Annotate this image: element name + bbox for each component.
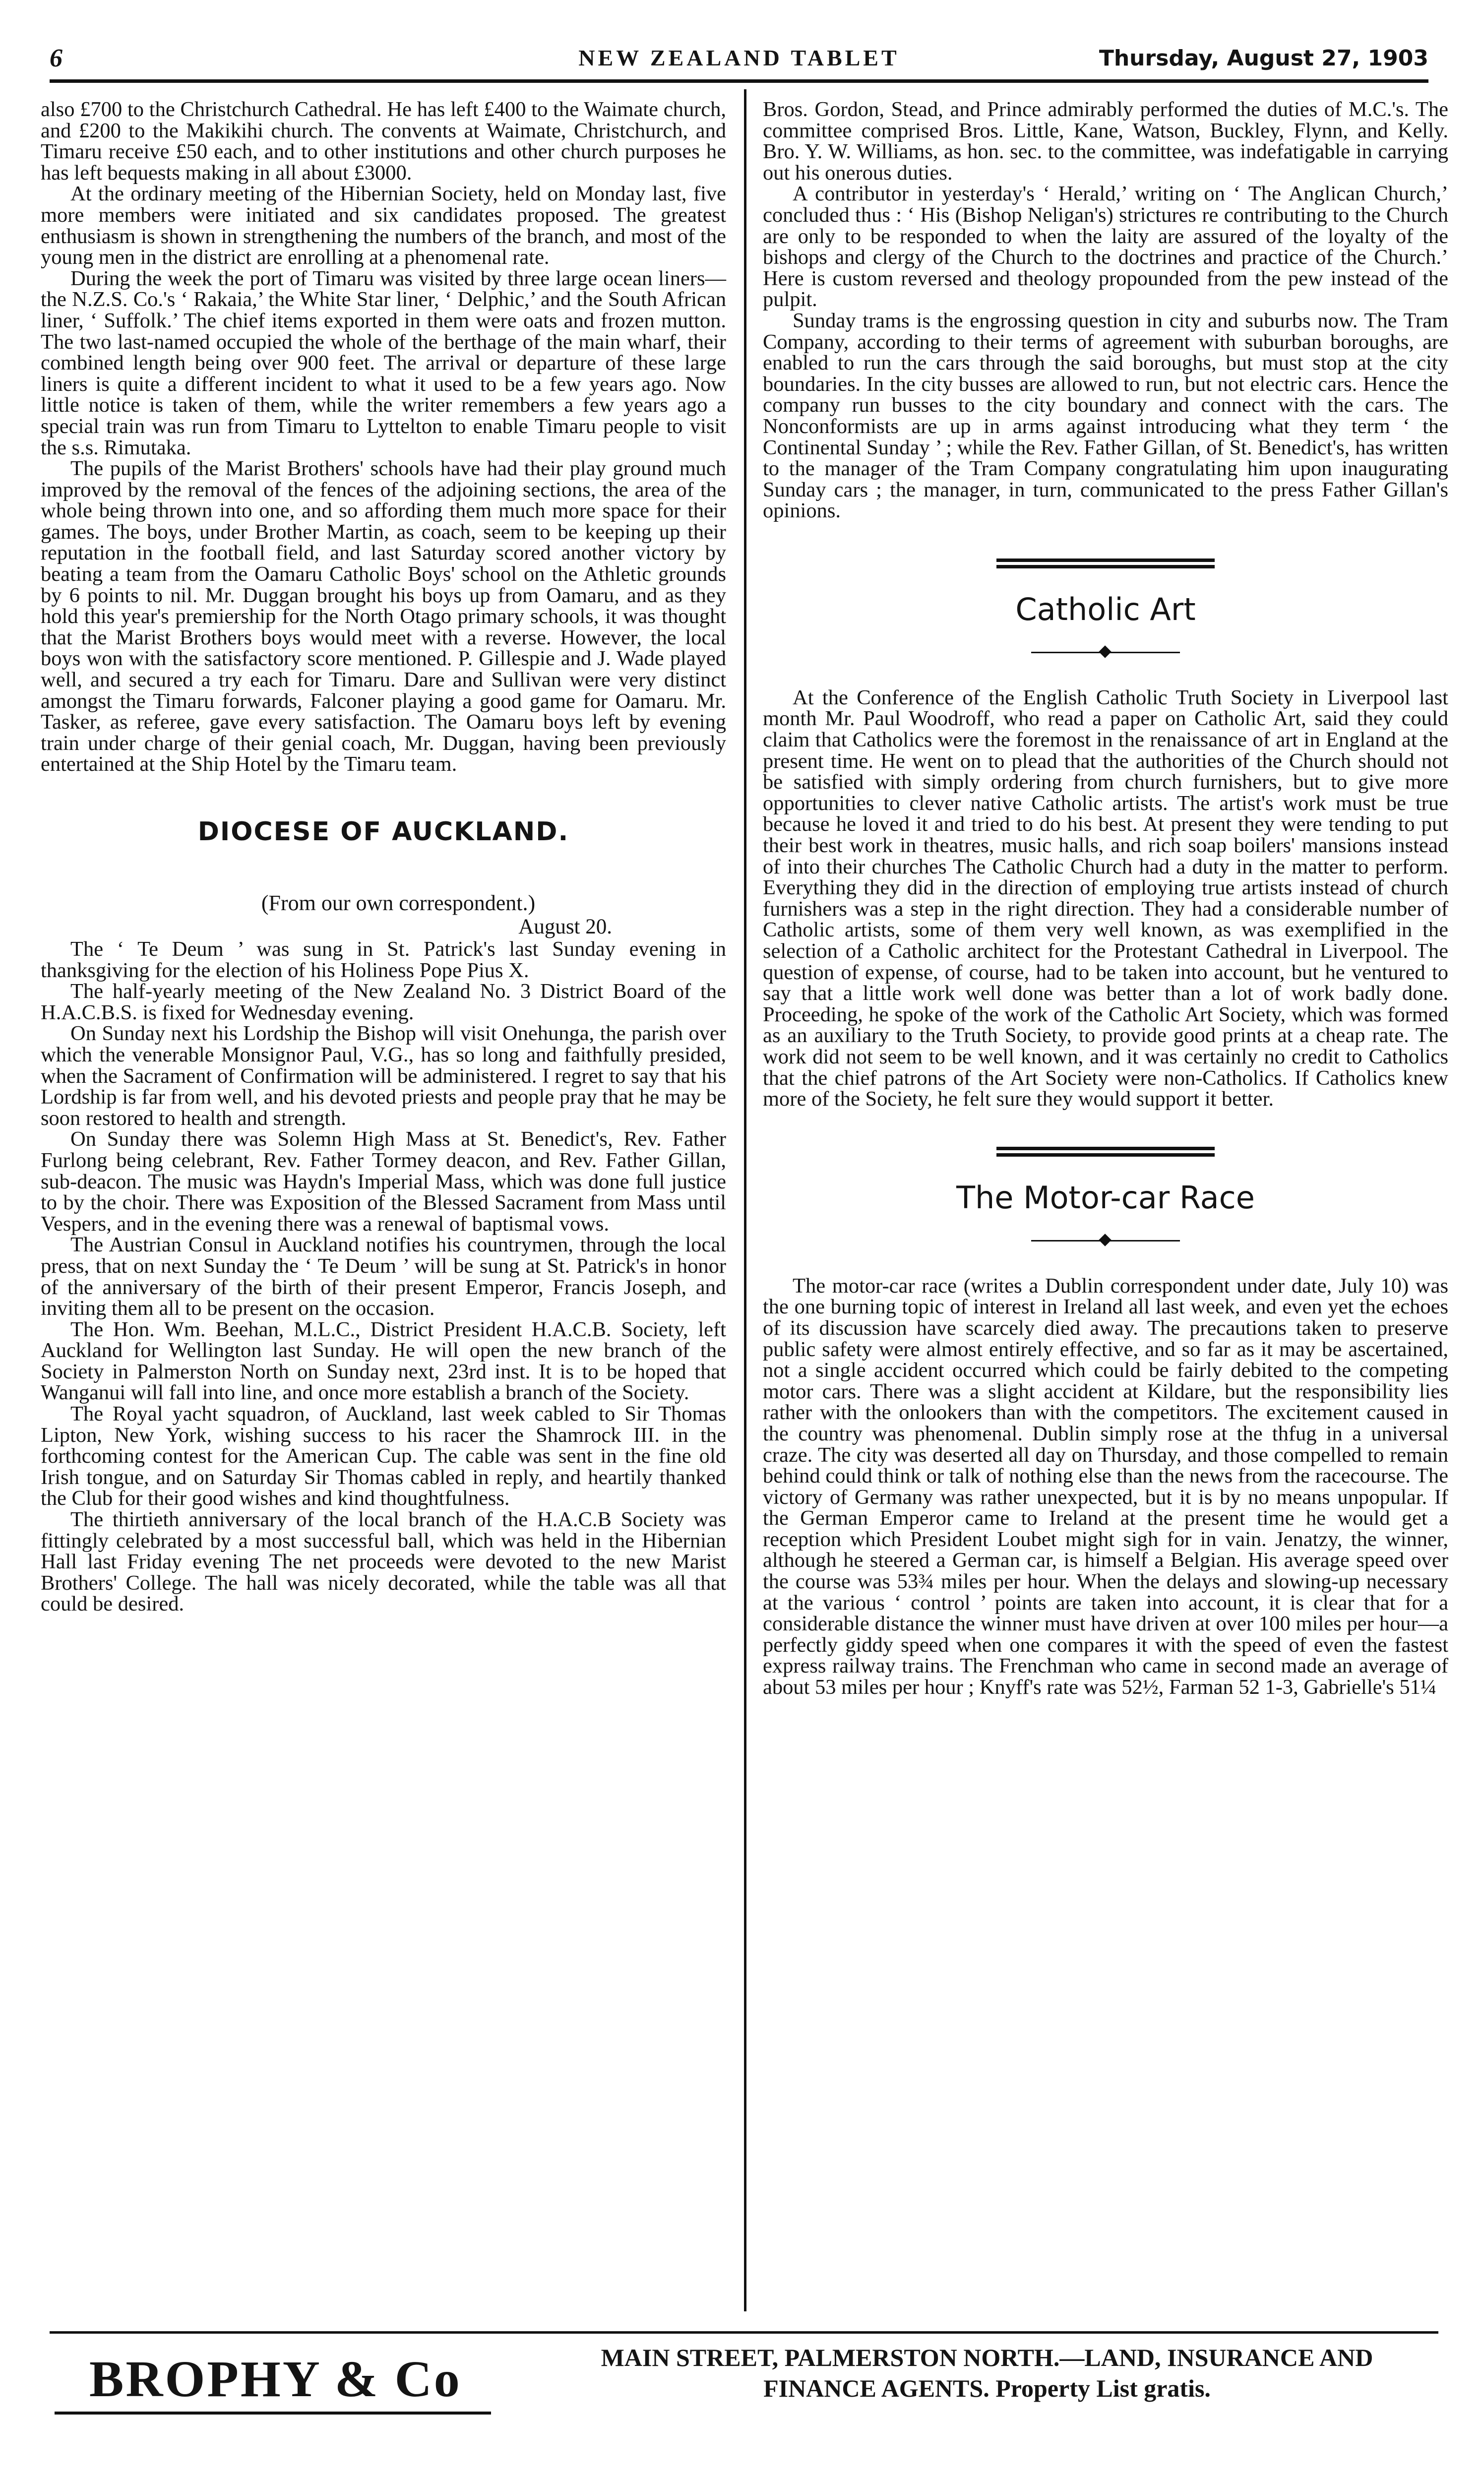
paragraph: The half-yearly meeting of the New Zealand No. 3 District Board of the H.A.C.B.S. is fixed for Wednesday evening. [41,980,726,1024]
paragraph: At the Conference of the English Catholic Truth Society in Liverpool last month Mr. Paul Woodroff, who read a paper on Catholic Art, said they could claim that Catholics were the foremost in the renaissance of art in England at the present time. He went on to plead that the authorities of the Church should not be satisfied with simply ordering from church furnishers, but to give more opportunities to clever native Catholic artists. The artist's work must be true because he loved it and tried to do his best. At present they were tending to put their best work in theatres, music halls, and rich soap boilers' mansions instead of into their churches The Catholic Church had a duty in the matter to perform. Everything they did in the direction of employing true artists instead of church furnishers was a step in the right direction. They had a considerable number of Catholic artists, some of them very well known, as was exemplified in the selection of a Catholic architect for the Protestant Cathedral in Liverpool. The question of expense, of course, had to be taken into account, but he ventured to say that a little work well done was better than a lot of work badly done. Proceeding, he spoke of the work of the Catholic Art Society, which was formed as an auxiliary to the Truth Society, to provide good prints at a cheap rate. The work did not seem to be well known, and it was certainly no credit to Catholics that the chief patrons of the Art Society were non-Catholics. If Catholics knew more of the Society, he felt sure they would support it better. [763,685,1448,1111]
catholic-art-header [763,558,1448,658]
diamond-ornament-icon [1031,1235,1180,1246]
dateline: August 20. [518,915,612,938]
paragraph: The ‘ Te Deum ’ was sung in St. Patrick's last Sunday evening in thanksgiving for the election of his Holiness Pope Pius X. [41,937,726,982]
paragraph: The pupils of the Marist Brothers' schools have had their play ground much improved by the removal of the fences of the adjoining sections, the area of the whole being thrown into one, and so affording them much more space for their games. The boys, under Brother Martin, as coach, seem to be keeping up their reputation in the football field, and last Saturday scored another victory by beating a team from the Oamaru Catholic Boys' school on the Athletic grounds by 6 points to nil. Mr. Duggan brought his boys up from Oamaru, and as they hold this year's premiership for the North Otago primary schools, it was thought that the Marist Brothers boys would meet with a reverse. However, the local boys won with the satisfactory score mentioned. P. Gillespie and J. Wade played well, and secured a try each for Timaru. Dare and Sullivan were very distinct amongst the Timaru forwards, Falconer playing a good game for Oamaru. Mr. Tasker, as referee, gave every satisfaction. The Oamaru boys left by evening train under charge of their genial coach, Mr. Duggan, having been previously entertained at the Ship Hotel by the Timaru team. [41,457,726,776]
correspondent-note: (From our own correspondent.) [261,891,536,915]
section-heading-auckland: DIOCESE OF AUCKLAND. [197,817,569,847]
advertiser-underline [55,2412,491,2415]
masthead-title: NEW ZEALAND TABLET [578,45,900,70]
advertisement-line-2: FINANCE AGENTS. Property List gratis. [763,2374,1211,2402]
paragraph: The Austrian Consul in Auckland notifies his countrymen, through the local press, that on next Sunday the ‘ Te Deum ’ will be sung at St. Patrick's in honor of the anniversary of the birth of their present Emperor, Francis Joseph, and inviting them all to be present on the occasion. [41,1233,726,1320]
right-column [763,99,1448,1698]
heading-bars [996,558,1215,568]
page-header [50,44,1428,79]
paragraph: The motor-car race (writes a Dublin correspondent under date, July 10) was the one burning topic of interest in Ireland all last week, and even yet the echoes of its discussion have scarcely died away. The precautions taken to preserve public safety were almost entirely effective, and so far as it may be ascertained, not a single accident occurred which could be fairly debited to the competing motor cars. There was a slight accident at Kildare, but the responsibility lies rather with the onlookers than with the competitors. The excitement caused in the country was phenomenal. Dublin simply rose at the thfug in a universal craze. The city was deserted all day on Thursday, and those compelled to remain behind could think or talk of nothing else than the news from the racecourse. The victory of Germany was rather unexpected, but it is by no means unpopular. If the German Emperor came to Ireland at the present time he would get a reception which President Loubet might sigh for in vain. Jenatzy, the winner, although he steered a German car, is himself a Belgian. His average speed over the course was 53¾ miles per hour. When the delays and slowing-up necessary at the various ‘ control ’ points are taken into account, it is clear that for a considerable distance the winner must have driven at over 100 miles per hour—a perfectly giddy speed when one compares it with the speed of even the fastest express railway trains. The Frenchman who came in second made an average of about 53 miles per hour ; Knyff's rate was 52½, Farman 52 1-3, Gabrielle's 51¼ [763,1274,1448,1699]
paragraph: Bros. Gordon, Stead, and Prince admirably performed the duties of M.C.'s. The committee comprised Bros. Little, Kane, Watson, Buckley, Flynn, and Kelly. Bro. Y. W. Williams, as hon. sec. to the committee, was indefatigable in carrying out his onerous duties. [763,98,1448,185]
heading-bars [996,1147,1215,1157]
paragraph: The Hon. Wm. Beehan, M.L.C., District President H.A.C.B. Society, left Auckland for Wellington last Sunday. He will open the new branch of the Society in Palmerston North on Sunday next, 23rd inst. It is to be hoped that Wanganui will fall into line, and once more establish a branch of the Society. [41,1317,726,1405]
paragraph: The thirtieth anniversary of the local branch of the H.A.C.B Society was fittingly celebrated by a most successful ball, which was held in the Hibernian Hall last Friday evening The net proceeds were devoted to the new Marist Brothers' College. The hall was nicely decorated, while the table was all that could be desired. [41,1508,726,1616]
diamond-ornament-icon [1031,647,1180,658]
page-number: 6 [50,44,62,72]
paragraph: A contributor in yesterday's ‘ Herald,’ writing on ‘ The Anglican Church,’ concluded thus : ‘ His (Bishop Neligan's) strictures re contributing to the Church are only to be responded to when the laity are assured of the loyalty of the bishops and clergy of the Church to the doctrines and practice of the Church.’ Here is custom reversed and theology propounded from the pew instead of the pulpit. [763,182,1448,311]
issue-date: Thursday, August 27, 1903 [1099,46,1428,71]
paragraph: The Royal yacht squadron, of Auckland, last week cabled to Sir Thomas Lipton, New York, wishing success to his racer the Shamrock III. in the forthcoming contest for the American Cup. The cable was sent in the fine old Irish tongue, and on Saturday Sir Thomas cabled in reply, and heartily thanked the Club for their good wishes and kind thoughtfulness. [41,1402,726,1510]
paragraph: also £700 to the Christchurch Cathedral. He has left £400 to the Waimate church, and £200 to the Makikihi church. The convents at Waimate, Christchurch, and Timaru receive £50 each, and to other institutions and other church purposes he has left bequests making in all about £3000. [41,98,726,185]
section-heading-motor-race: The Motor-car Race [956,1179,1255,1216]
paragraph: At the ordinary meeting of the Hibernian Society, held on Monday last, five more members were initiated and six candidates proposed. The greatest enthusiasm is shown in strengthening the numbers of the branch, and most of the young men in the district are enrolling at a phenomenal rate. [41,182,726,269]
paragraph: During the week the port of Timaru was visited by three large ocean liners—the N.Z.S. Co.'s ‘ Rakaia,’ the White Star liner, ‘ Delphic,’ and the South African liner, ‘ Suffolk.’ The chief items exported in them were oats and frozen mutton. The two last-named occupied the whole of the berthage of the main wharf, their combined length being over 900 feet. The arrival or departure of these large liners is quite a different incident to what it used to be a few years ago. Now little notice is taken of them, while the writer remembers a few years ago a special train was run from Timaru to Lyttelton to enable Timaru people to visit the s.s. Rimutaka. [41,266,726,459]
paragraph: On Sunday there was Solemn High Mass at St. Benedict's, Rev. Father Furlong being celebrant, Rev. Father Tormey deacon, and Rev. Father Gillan, sub-deacon. The music was Haydn's Imperial Mass, which was done full justice to by the choir. There was Exposition of the Blessed Sacrament from Mass until Vespers, and in the evening there was a renewal of baptismal vows. [41,1127,726,1236]
header-rule [50,79,1428,83]
paragraph: On Sunday next his Lordship the Bishop will visit Onehunga, the parish over which the venerable Monsignor Paul, V.G., has so long and faithfully presided, when the Sacrament of Confirmation will be administered. I regret to say that his Lordship is far from well, and his devoted priests and people pray that he may be soon restored to health and strength. [41,1022,726,1130]
advertisement-line-1: MAIN STREET, PALMERSTON NORTH.—LAND, INSURANCE AND [601,2344,1373,2371]
column-divider [744,89,746,2311]
advertisement-text [531,2342,1443,2404]
left-column [41,99,726,1615]
section-heading-catholic-art: Catholic Art [1015,591,1196,627]
advertiser-name: BROPHY & Co [89,2351,462,2408]
paragraph: Sunday trams is the engrossing question in city and suburbs now. The Tram Company, according to their terms of agreement with suburban boroughs, are enabled to run the cars through the said boroughs, but must stop at the city boundaries. In the city busses are allowed to run, but not electric cars. Hence the company run busses to the city boundary and connect with the cars. The Nonconformists are up in arms against introducing what they term ‘ the Continental Sunday ’ ; while the Rev. Father Gillan, of St. Benedict's, has written to the manager of the Tram Company congratulating him upon inaugurating Sunday cars ; the manager, in turn, communicated to the press Father Gillan's opinions. [763,309,1448,523]
footer-rule [50,2331,1438,2334]
motor-race-header [763,1147,1448,1246]
